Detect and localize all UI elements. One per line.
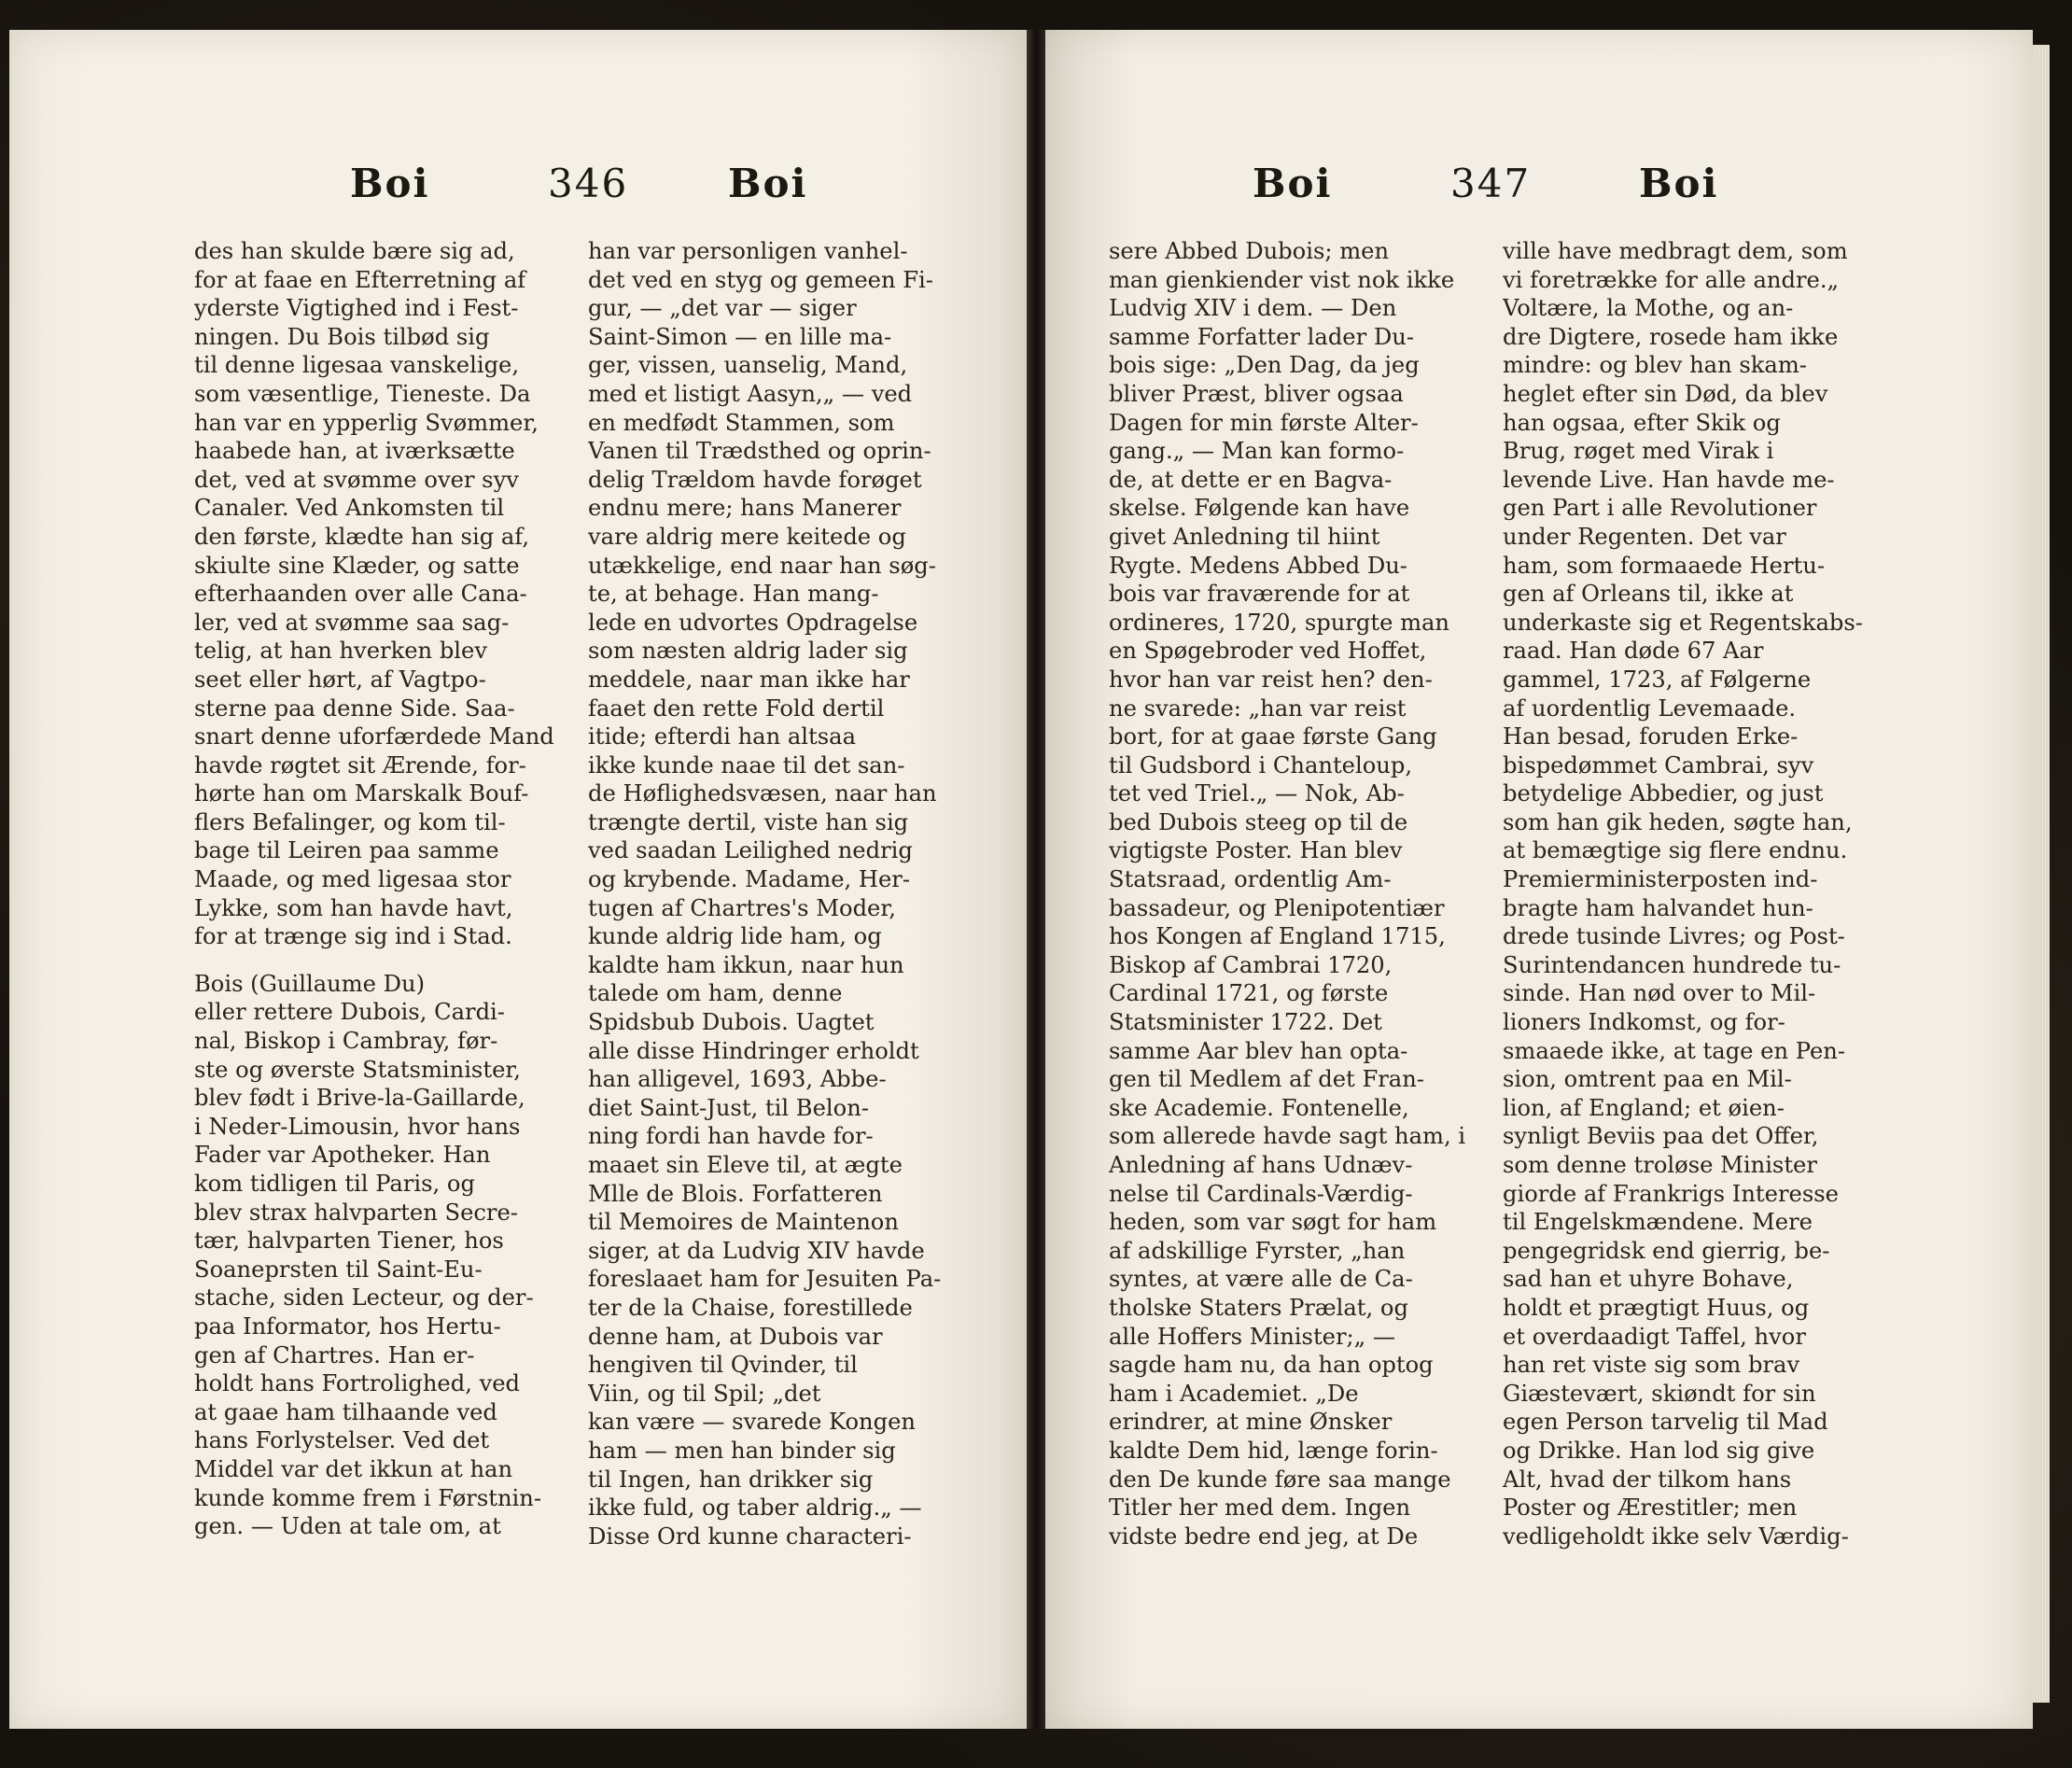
text-line: heglet efter sin Død, da blev	[1503, 380, 1828, 407]
text-line: holdt et prægtigt Huus, og	[1503, 1294, 1810, 1321]
text-line: seet eller hørt, af Vagtpo-	[194, 666, 486, 693]
text-line: han var en ypperlig Svømmer,	[194, 409, 539, 436]
text-line: trængte dertil, viste han sig	[588, 808, 909, 835]
text-line: siger, at da Ludvig XIV havde	[588, 1237, 925, 1264]
text-line: som han gik heden, søgte han,	[1503, 808, 1853, 835]
text-line: des han skulde bære sig ad,	[194, 238, 515, 264]
text-line: ham, som formaaede Hertu-	[1503, 552, 1826, 579]
text-line: Cardinal 1721, og første	[1109, 980, 1389, 1007]
text-line: givet Anledning til hiint	[1109, 523, 1380, 550]
text-line: til denne ligesaa vanskelige,	[194, 352, 520, 379]
text-line: bois sige: „Den Dag, da jeg	[1109, 352, 1420, 379]
text-line: bort, for at gaae første Gang	[1109, 723, 1437, 751]
text-line: det, ved at svømme over syv	[194, 466, 519, 493]
text-line: Maade, og med ligesaa stor	[194, 866, 511, 893]
text-line: stache, siden Lecteur, og der-	[194, 1284, 534, 1312]
text-line: levende Live. Han havde me-	[1503, 466, 1835, 493]
text-line: en medfødt Stammen, som	[588, 409, 895, 436]
text-line: ter de la Chaise, forestillede	[588, 1294, 913, 1321]
text-line: maaet sin Eleve til, at ægte	[588, 1152, 903, 1178]
text-line: som allerede havde sagt ham, i	[1109, 1123, 1466, 1150]
text-line: og Drikke. Han lod sig give	[1503, 1437, 1815, 1464]
text-line: han alligevel, 1693, Abbe-	[588, 1066, 887, 1093]
text-line: meddele, naar man ikke har	[588, 666, 910, 693]
text-line: tugen af Chartres's Moder,	[588, 894, 896, 921]
text-line: Poster og Ærestitler; men	[1503, 1494, 1798, 1522]
text-line: Canaler. Ved Ankomsten til	[194, 495, 505, 522]
text-line: ikke kunde naae til det san-	[588, 751, 905, 779]
text-line: underkaste sig et Regentskabs-	[1503, 609, 1863, 636]
text-line: endnu mere; hans Manerer	[588, 495, 902, 522]
text-line: Mlle de Blois. Forfatteren	[588, 1180, 883, 1207]
text-line: faaet den rette Fold dertil	[588, 695, 885, 722]
text-line: som denne troløse Minister	[1503, 1152, 1817, 1178]
text-line: havde røgtet sit Ærende, for-	[194, 751, 526, 779]
text-line: af uordentlig Levemaade.	[1503, 695, 1797, 722]
text-column-1	[1109, 237, 1482, 1563]
text-line: den første, klædte han sig af,	[194, 523, 530, 550]
text-line: sagde ham nu, da han optog	[1109, 1352, 1434, 1379]
text-line: vigtigste Poster. Han blev	[1109, 837, 1403, 864]
text-line: alle disse Hindringer erholdt	[588, 1037, 919, 1064]
text-line: synligt Beviis paa det Offer,	[1503, 1123, 1819, 1150]
text-line: vare aldrig mere keitede og	[588, 523, 906, 550]
text-line: holdt hans Fortrolighed, ved	[194, 1370, 521, 1397]
text-line: ham i Academiet. „De	[1109, 1380, 1359, 1407]
text-line: gen. — Uden at tale om, at	[194, 1513, 501, 1540]
text-line: skiulte sine Klæder, og satte	[194, 552, 520, 579]
text-line: bliver Præst, bliver ogsaa	[1109, 380, 1404, 407]
text-line: Alt, hvad der tilkom hans	[1503, 1466, 1792, 1493]
text-line: man gienkiender vist nok ikke	[1109, 266, 1455, 293]
text-line: gen af Orleans til, ikke at	[1503, 581, 1794, 608]
text-line: denne ham, at Dubois var	[588, 1323, 883, 1350]
text-line: han ret viste sig som brav	[1503, 1352, 1800, 1379]
running-head-right: Boi	[728, 161, 808, 206]
text-line: ham — men han binder sig	[588, 1437, 896, 1464]
text-line: Bois (Guillaume Du)	[194, 970, 426, 997]
text-line: hans Forlystelser. Ved det	[194, 1427, 490, 1454]
text-line: smaaede ikke, at tage en Pen-	[1503, 1037, 1846, 1064]
text-line: foreslaaet ham for Jesuiten Pa-	[588, 1266, 942, 1293]
text-line: han var personligen vanhel-	[588, 238, 908, 264]
text-line: blev født i Brive-la-Gaillarde,	[194, 1085, 525, 1112]
text-line: mindre: og blev han skam-	[1503, 352, 1807, 379]
text-line: haabede han, at iværksætte	[194, 438, 515, 465]
page-number: 347	[1450, 161, 1532, 206]
text-line: Titler her med dem. Ingen	[1109, 1494, 1411, 1522]
text-line: lioners Indkomst, og for-	[1503, 1009, 1785, 1036]
text-line: kunde aldrig lide ham, og	[588, 923, 882, 950]
text-line: Viin, og til Spil; „det	[588, 1380, 821, 1407]
text-line: gen af Chartres. Han er-	[194, 1341, 475, 1368]
text-line: at bemægtige sig flere endnu.	[1503, 837, 1848, 864]
text-line: Vanen til Trædsthed og oprin-	[588, 438, 931, 465]
text-line: eller rettere Dubois, Cardi-	[194, 999, 505, 1026]
text-line: bed Dubois steeg op til de	[1109, 808, 1408, 835]
text-column-2	[588, 237, 961, 1563]
text-line: Giæstevært, skiøndt for sin	[1503, 1380, 1816, 1407]
text-line: Statsraad, ordentlig Am-	[1109, 866, 1392, 893]
text-line: bage til Leiren paa samme	[194, 837, 499, 864]
right-page-header	[1045, 161, 2033, 217]
text-line: giorde af Frankrigs Interesse	[1503, 1180, 1839, 1207]
text-line: tholske Staters Prælat, og	[1109, 1294, 1408, 1321]
text-line: dre Digtere, rosede ham ikke	[1503, 323, 1839, 350]
text-line: til Engelskmændene. Mere	[1503, 1209, 1813, 1236]
running-head-left: Boi	[1253, 161, 1333, 206]
text-line: de, at dette er en Bagva-	[1109, 466, 1393, 493]
text-line: Han besad, foruden Erke-	[1503, 723, 1799, 751]
text-line: samme Forfatter lader Du-	[1109, 323, 1415, 350]
left-page-header	[9, 161, 1027, 217]
text-line: han ogsaa, efter Skik og	[1503, 409, 1781, 436]
text-line: heden, som var søgt for ham	[1109, 1209, 1437, 1236]
text-line: hos Kongen af England 1715,	[1109, 923, 1446, 950]
text-line: det ved en styg og gemeen Fi-	[588, 266, 933, 293]
text-line: Statsminister 1722. Det	[1109, 1009, 1382, 1036]
text-line: betydelige Abbedier, og just	[1503, 780, 1824, 807]
text-line: sad han et uhyre Bohave,	[1503, 1266, 1794, 1293]
text-line: til Ingen, han drikker sig	[588, 1466, 874, 1493]
text-line: ning fordi han havde for-	[588, 1123, 874, 1150]
text-line: bispedømmet Cambrai, syv	[1503, 751, 1814, 779]
text-line: Biskop af Cambrai 1720,	[1109, 951, 1393, 978]
text-line: Saint-Simon — en lille ma-	[588, 323, 892, 350]
text-line: sere Abbed Dubois; men	[1109, 238, 1390, 264]
text-line: delig Trældom havde forøget	[588, 466, 922, 493]
text-line: hengiven til Qvinder, til	[588, 1352, 858, 1379]
text-line: gang.„ — Man kan formo-	[1109, 438, 1405, 465]
text-line: Soaneprsten til Saint-Eu-	[194, 1256, 483, 1283]
text-line: ste og øverste Statsminister,	[194, 1056, 521, 1083]
text-line: Anledning af hans Udnæv-	[1109, 1152, 1413, 1178]
text-line: Fader var Apotheker. Han	[194, 1142, 491, 1169]
text-line: tær, halvparten Tiener, hos	[194, 1228, 504, 1255]
text-line: af adskillige Fyrster, „han	[1109, 1237, 1406, 1264]
text-line: Spidsbub Dubois. Uagtet	[588, 1009, 875, 1036]
text-line: syntes, at være alle de Ca-	[1109, 1266, 1413, 1293]
text-line: vi foretrække for alle andre.„	[1503, 266, 1840, 293]
text-line: ningen. Du Bois tilbød sig	[194, 323, 490, 350]
text-line: sterne paa denne Side. Saa-	[194, 695, 515, 722]
text-line: at gaae ham tilhaande ved	[194, 1398, 497, 1425]
text-line: itide; efterdi han altsaa	[588, 723, 856, 751]
text-line: egen Person tarvelig til Mad	[1503, 1409, 1828, 1436]
text-line: til Gudsbord i Chanteloup,	[1109, 751, 1413, 779]
text-line: Dagen for min første Alter-	[1109, 409, 1419, 436]
text-line: tet ved Triel.„ — Nok, Ab-	[1109, 780, 1405, 807]
book-gutter	[1027, 30, 1045, 1729]
text-line: kunde komme frem i Førstnin-	[194, 1484, 542, 1511]
text-line: ikke fuld, og taber aldrig.„ —	[588, 1494, 922, 1522]
text-line: efterhaanden over alle Cana-	[194, 581, 527, 608]
text-line: ordineres, 1720, spurgte man	[1109, 609, 1450, 636]
text-line: telig, at han hverken blev	[194, 638, 488, 665]
text-line: Brug, røget med Virak i	[1503, 438, 1774, 465]
text-line: til Memoires de Maintenon	[588, 1209, 899, 1236]
text-line: flers Befalinger, og kom til-	[194, 808, 506, 835]
text-line: gen til Medlem af det Fran-	[1109, 1066, 1424, 1093]
text-line: te, at behage. Han mang-	[588, 581, 879, 608]
text-line: Lykke, som han havde havt,	[194, 894, 513, 921]
text-line: bassadeur, og Plenipotentiær	[1109, 894, 1445, 921]
text-line: gur, — „det var — siger	[588, 295, 857, 322]
text-line: Premierministerposten ind-	[1503, 866, 1818, 893]
text-line: ville have medbragt dem, som	[1503, 238, 1848, 264]
text-line: som væsentlige, Tieneste. Da	[194, 380, 531, 407]
text-line: lion, af England; et øien-	[1503, 1094, 1785, 1121]
running-head-left: Boi	[350, 161, 430, 206]
text-line: for at faae en Efterretning af	[194, 266, 526, 293]
text-line: sinde. Han nød over to Mil-	[1503, 980, 1816, 1007]
text-line: Middel var det ikkun at han	[194, 1455, 513, 1482]
text-line: de Høflighedsvæsen, naar han	[588, 780, 937, 807]
text-line: sion, omtrent paa en Mil-	[1503, 1066, 1792, 1093]
text-line: bragte ham halvandet hun-	[1503, 894, 1813, 921]
text-line: yderste Vigtighed ind i Fest-	[194, 295, 519, 322]
right-page	[1045, 30, 2033, 1729]
text-line: bois var fraværende for at	[1109, 581, 1410, 608]
text-line: vedligeholdt ikke selv Værdig-	[1503, 1522, 1849, 1550]
text-line: i Neder-Limousin, hvor hans	[194, 1113, 521, 1140]
running-head-right: Boi	[1639, 161, 1719, 206]
text-line: under Regenten. Det var	[1503, 523, 1786, 550]
text-line: alle Hoffers Minister;„ —	[1109, 1323, 1396, 1350]
paragraph-gap	[194, 951, 567, 970]
text-line: diet Saint-Just, til Belon-	[588, 1094, 869, 1121]
text-line: hørte han om Marskalk Bouf-	[194, 780, 529, 807]
text-line: pengegridsk end gierrig, be-	[1503, 1237, 1830, 1264]
text-column-1	[194, 237, 567, 1563]
text-line: talede om ham, denne	[588, 980, 843, 1007]
text-line: drede tusinde Livres; og Post-	[1503, 923, 1845, 950]
text-line: med et listigt Aasyn,„ — ved	[588, 380, 913, 407]
text-line: den De kunde føre saa mange	[1109, 1466, 1451, 1493]
text-line: lede en udvortes Opdragelse	[588, 609, 918, 636]
text-column-2	[1503, 237, 1876, 1563]
text-line: Rygte. Medens Abbed Du-	[1109, 552, 1407, 579]
text-line: gen Part i alle Revolutioner	[1503, 495, 1817, 522]
text-line: Surintendancen hundrede tu-	[1503, 951, 1841, 978]
text-line: Disse Ord kunne characteri-	[588, 1522, 912, 1550]
text-line: kan være — svarede Kongen	[588, 1409, 916, 1436]
text-line: kaldte Dem hid, længe forin-	[1109, 1437, 1438, 1464]
text-line: paa Informator, hos Hertu-	[194, 1312, 501, 1340]
text-line: ne svarede: „han var reist	[1109, 695, 1407, 722]
text-line: snart denne uforfærdede Mand	[194, 723, 554, 751]
text-line: utækkelige, end naar han søg-	[588, 552, 936, 579]
left-page	[9, 30, 1027, 1729]
page-number: 346	[548, 161, 629, 206]
page-block-edge	[2033, 45, 2050, 1703]
text-line: ske Academie. Fontenelle,	[1109, 1094, 1409, 1121]
text-line: kaldte ham ikkun, naar hun	[588, 951, 904, 978]
text-line: nal, Biskop i Cambray, før-	[194, 1028, 498, 1055]
text-line: Ludvig XIV i dem. — Den	[1109, 295, 1397, 322]
text-line: raad. Han døde 67 Aar	[1503, 638, 1764, 665]
text-line: en Spøgebroder ved Hoffet,	[1109, 638, 1427, 665]
text-line: ger, vissen, uanselig, Mand,	[588, 352, 908, 379]
text-line: et overdaadigt Taffel, hvor	[1503, 1323, 1806, 1350]
text-line: erindrer, at mine Ønsker	[1109, 1409, 1393, 1436]
text-line: hvor han var reist hen? den-	[1109, 666, 1433, 693]
text-line: Voltære, la Mothe, og an-	[1503, 295, 1794, 322]
text-line: blev strax halvparten Secre-	[194, 1199, 518, 1226]
text-line: gammel, 1723, af Følgerne	[1503, 666, 1812, 693]
text-line: kom tidligen til Paris, og	[194, 1171, 475, 1197]
text-line: ved saadan Leilighed nedrig	[588, 837, 913, 864]
text-line: og krybende. Madame, Her-	[588, 866, 911, 893]
text-line: for at trænge sig ind i Stad.	[194, 923, 512, 950]
text-line: som næsten aldrig lader sig	[588, 638, 908, 665]
text-line: nelse til Cardinals-Værdig-	[1109, 1180, 1413, 1207]
text-line: vidste bedre end jeg, at De	[1109, 1522, 1419, 1550]
text-line: samme Aar blev han opta-	[1109, 1037, 1408, 1064]
text-line: skelse. Følgende kan have	[1109, 495, 1410, 522]
text-line: ler, ved at svømme saa sag-	[194, 609, 510, 636]
